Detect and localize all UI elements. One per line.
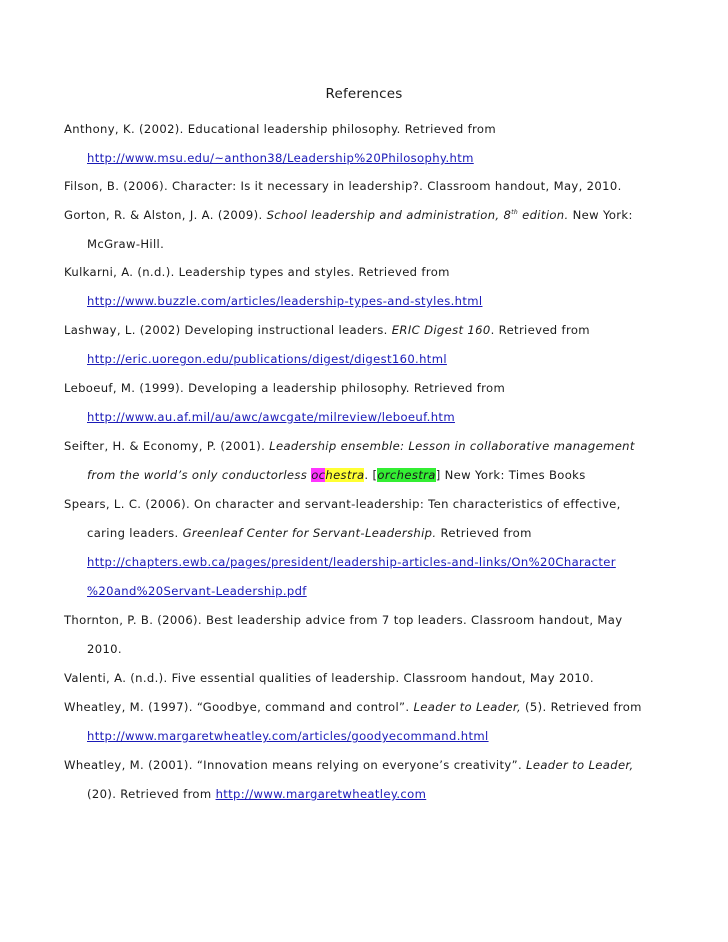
reference-seifter <box>64 438 635 454</box>
highlighted-text-yellow: hestra <box>325 468 365 482</box>
reference-spears-continued <box>87 525 532 541</box>
reference-text: Spears, L. C. (2006). On character and servant-leadership: Ten characteristics of effective, <box>64 497 621 511</box>
reference-text: Leboeuf, M. (1999). Developing a leadership philosophy. Retrieved from <box>64 381 506 395</box>
reference-book-title: edition. <box>518 208 569 222</box>
reference-book-title: from the world’s only conductorless <box>87 468 312 482</box>
reference-text: Filson, B. (2006). Character: Is it necessary in leadership?. Classroom handout, May, 2010. <box>64 179 622 193</box>
reference-wheatley-2001 <box>64 757 634 773</box>
reference-link[interactable]: http://www.msu.edu/~anthon38/Leadership%20Philosophy.htm <box>87 151 474 165</box>
reference-text: Retrieved from <box>436 526 532 540</box>
reference-text: . [ <box>364 468 378 482</box>
reference-valenti <box>64 670 594 686</box>
reference-text: Thornton, P. B. (2006). Best leadership advice from 7 top leaders. Classroom handout, May <box>64 613 623 627</box>
reference-text: Gorton, R. & Alston, J. A. (2009). <box>64 208 267 222</box>
reference-seifter-continued <box>87 467 586 483</box>
reference-spears <box>64 496 621 512</box>
reference-link[interactable]: http://chapters.ewb.ca/pages/president/leadership-articles-and-links/On%20Character <box>87 555 616 569</box>
reference-leboeuf <box>64 380 505 396</box>
reference-text: Lashway, L. (2002) Developing instructional leaders. <box>64 323 392 337</box>
reference-book-title: Leadership ensemble: Lesson in collaborative management <box>269 439 635 453</box>
reference-leboeuf-link-line <box>87 409 455 425</box>
reference-thornton <box>64 612 622 628</box>
reference-text: Kulkarni, A. (n.d.). Leadership types and styles. Retrieved from <box>64 265 450 279</box>
superscript: th <box>511 209 519 216</box>
reference-link[interactable]: http://www.buzzle.com/articles/leadership-types-and-styles.html <box>87 294 483 308</box>
reference-wheatley-1997-link-line <box>87 728 489 744</box>
reference-thornton-continued <box>87 641 122 657</box>
reference-text: (5). Retrieved from <box>521 700 642 714</box>
reference-text: caring leaders. <box>87 526 183 540</box>
reference-text: Valenti, A. (n.d.). Five essential qualities of leadership. Classroom handout, May 2010. <box>64 671 594 685</box>
reference-anthony-link-line <box>87 150 474 166</box>
reference-wheatley-1997 <box>64 699 642 715</box>
reference-spears-link-line <box>87 554 616 570</box>
reference-text: . Retrieved from <box>490 323 590 337</box>
reference-text: New York: <box>568 208 633 222</box>
reference-text: 2010. <box>87 642 122 656</box>
reference-link[interactable]: http://www.au.af.mil/au/awc/awcgate/milreview/leboeuf.htm <box>87 410 455 424</box>
reference-filson <box>64 178 622 194</box>
reference-link[interactable]: http://www.margaretwheatley.com/articles/goodyecommand.html <box>87 729 489 743</box>
reference-anthony <box>64 121 496 137</box>
reference-kulkarni-link-line <box>87 293 482 309</box>
reference-text: ] New York: Times Books <box>435 468 586 482</box>
reference-text: Wheatley, M. (2001). “Innovation means relying on everyone’s creativity”. <box>64 758 527 772</box>
reference-link[interactable]: http://www.margaretwheatley.com <box>215 787 427 801</box>
reference-link-continued[interactable]: %20and%20Servant-Leadership.pdf <box>87 584 307 598</box>
reference-book-title: School leadership and administration, 8 <box>266 208 512 222</box>
reference-spears-link-line-2 <box>87 583 307 599</box>
highlighted-text-magenta: oc <box>311 468 326 482</box>
reference-source-title: Greenleaf Center for Servant-Leadership. <box>182 526 437 540</box>
reference-link[interactable]: http://eric.uoregon.edu/publications/digest/digest160.html <box>87 352 447 366</box>
reference-text: Anthony, K. (2002). Educational leadership philosophy. Retrieved from <box>64 122 497 136</box>
reference-kulkarni <box>64 264 450 280</box>
highlighted-text-green: orchestra <box>377 468 436 482</box>
reference-journal-title: Leader to Leader, <box>526 758 634 772</box>
reference-gorton-continued <box>87 236 164 252</box>
reference-journal-title: ERIC Digest 160 <box>391 323 491 337</box>
reference-gorton <box>64 207 633 223</box>
reference-text: McGraw-Hill. <box>87 237 165 251</box>
reference-wheatley-2001-continued <box>87 786 426 802</box>
reference-lashway <box>64 322 590 338</box>
reference-text: Seifter, H. & Economy, P. (2001). <box>64 439 270 453</box>
reference-journal-title: Leader to Leader, <box>413 700 521 714</box>
reference-text: (20). Retrieved from <box>87 787 216 801</box>
page-title: References <box>325 86 403 102</box>
reference-lashway-link-line <box>87 351 447 367</box>
reference-text: Wheatley, M. (1997). “Goodbye, command and control”. <box>64 700 414 714</box>
